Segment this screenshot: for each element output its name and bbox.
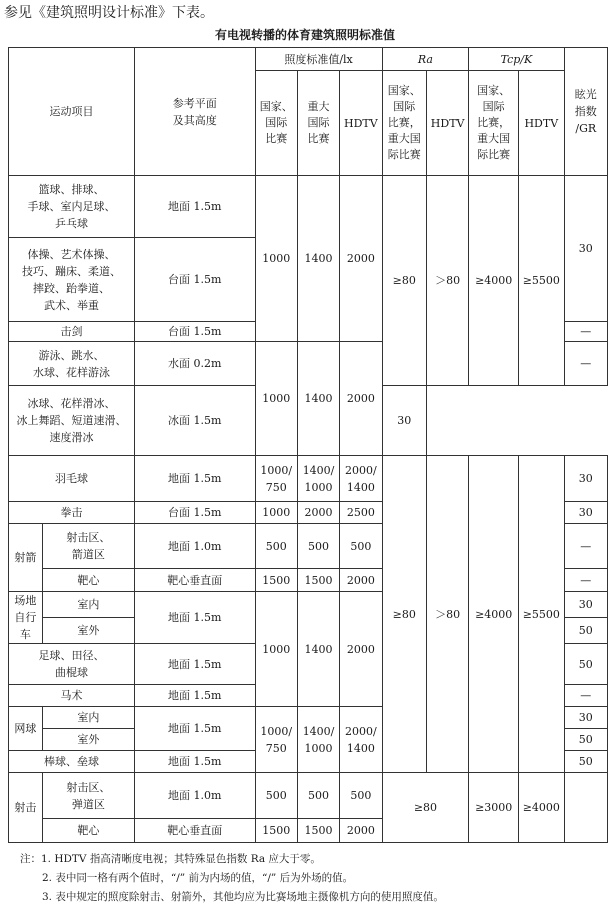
illum-hdtv-cell: 2500	[340, 502, 382, 524]
group-cell: 射击	[9, 773, 43, 843]
illum-intl-cell: 1500	[255, 819, 297, 843]
glare-cell: 50	[564, 618, 607, 644]
header-tcp: Tcp/K	[469, 48, 564, 71]
tcp-hdtv-cell: ≥5500	[519, 176, 565, 386]
illum-intl-cell: 500	[255, 524, 297, 569]
sport-cell: 棒球、垒球	[9, 751, 135, 773]
illum-intl-cell: 1000	[255, 176, 297, 342]
header-glare: 眩光 指数 /GR	[564, 48, 607, 176]
illum-major-cell: 500	[297, 524, 339, 569]
plane-cell: 靶心垂直面	[134, 569, 255, 592]
plane-cell: 地面 1.5m	[134, 592, 255, 644]
illum-major-cell: 500	[297, 773, 339, 819]
plane-cell: 地面 1.5m	[134, 685, 255, 707]
illum-hdtv-cell: 2000	[340, 569, 382, 592]
illum-hdtv-cell: 2000	[340, 592, 382, 707]
sub-cell: 靶心	[42, 569, 134, 592]
glare-cell: 50	[564, 751, 607, 773]
sport-cell: 羽毛球	[9, 456, 135, 502]
glare-cell: —	[564, 342, 607, 386]
illum-intl-cell: 1500	[255, 569, 297, 592]
group-cell: 场地 自行车	[9, 592, 43, 644]
header-ra: Ra	[382, 48, 469, 71]
header-col-major: 重大 国际 比赛	[297, 71, 339, 176]
plane-cell: 台面 1.5m	[134, 322, 255, 342]
illum-major-cell: 2000	[297, 502, 339, 524]
illum-major-cell: 1400/ 1000	[297, 456, 339, 502]
sub-cell: 射击区、 箭道区	[42, 524, 134, 569]
tcp-hdtv-cell: ≥5500	[519, 456, 565, 773]
sub-cell: 室外	[42, 618, 134, 644]
header-col-hdtv: HDTV	[340, 71, 382, 176]
plane-cell: 地面 1.5m	[134, 707, 255, 751]
illum-intl-cell: 500	[255, 773, 297, 819]
illum-hdtv-cell: 2000/ 1400	[340, 456, 382, 502]
ra-intl-cell: ≥80	[382, 176, 426, 386]
illum-major-cell: 1400	[297, 342, 339, 456]
header-col-tcp-intl: 国家、 国际 比赛， 重大国 际比赛	[469, 71, 519, 176]
illum-major-cell: 1400/ 1000	[297, 707, 339, 773]
tcp-hdtv-cell: ≥4000	[519, 773, 565, 843]
header-illuminance: 照度标准值/lx	[255, 48, 382, 71]
group-cell: 射箭	[9, 524, 43, 592]
ra-cell: ≥80	[382, 773, 469, 843]
sport-cell: 马术	[9, 685, 135, 707]
illum-intl-cell: 1000/ 750	[255, 456, 297, 502]
sport-cell: 击剑	[9, 322, 135, 342]
plane-cell: 台面 1.5m	[134, 502, 255, 524]
illum-hdtv-cell: 2000/ 1400	[340, 707, 382, 773]
tcp-intl-cell: ≥3000	[469, 773, 519, 843]
plane-cell: 靶心垂直面	[134, 819, 255, 843]
glare-cell	[564, 773, 607, 843]
plane-cell: 冰面 1.5m	[134, 386, 255, 456]
sport-cell: 拳击	[9, 502, 135, 524]
note-1: 注：1. HDTV 指高清晰度电视；其特殊显色指数 Ra 应大于零。	[20, 853, 321, 865]
illum-hdtv-cell: 2000	[340, 819, 382, 843]
table-title: 有电视转播的体育建筑照明标准值	[214, 28, 395, 42]
lighting-standards-table	[8, 47, 608, 843]
table-row	[9, 176, 608, 238]
illum-major-cell: 1400	[297, 592, 339, 707]
sub-cell: 室内	[42, 592, 134, 618]
glare-cell: 30	[564, 456, 607, 502]
illum-hdtv-cell: 2000	[340, 176, 382, 342]
illum-major-cell: 1500	[297, 819, 339, 843]
sub-cell: 靶心	[42, 819, 134, 843]
header-col-intl: 国家、 国际 比赛	[255, 71, 297, 176]
plane-cell: 地面 1.0m	[134, 524, 255, 569]
table-row	[9, 773, 608, 819]
plane-cell: 台面 1.5m	[134, 238, 255, 322]
plane-cell: 水面 0.2m	[134, 342, 255, 386]
glare-cell: —	[564, 524, 607, 569]
sub-cell: 室内	[42, 707, 134, 729]
ra-hdtv-cell: ＞80	[426, 456, 468, 773]
note-3: 3. 表中规定的照度除射击、射箭外，其他均应为比赛场地主摄像机方向的使用照度值。	[42, 891, 444, 903]
illum-intl-cell: 1000	[255, 342, 297, 456]
plane-cell: 地面 1.5m	[134, 751, 255, 773]
plane-cell: 地面 1.0m	[134, 773, 255, 819]
illum-hdtv-cell: 2000	[340, 342, 382, 456]
tcp-intl-cell: ≥4000	[469, 456, 519, 773]
glare-cell: 30	[564, 592, 607, 618]
glare-cell: —	[564, 322, 607, 342]
table-row	[9, 456, 608, 502]
header-col-ra-hdtv: HDTV	[426, 71, 468, 176]
tcp-intl-cell: ≥4000	[469, 176, 519, 386]
illum-hdtv-cell: 500	[340, 773, 382, 819]
sport-cell: 冰球、花样滑冰、 冰上舞蹈、短道速滑、 速度滑冰	[9, 386, 135, 456]
sport-cell: 足球、田径、 曲棍球	[9, 644, 135, 685]
sport-cell: 游泳、跳水、 水球、花样游泳	[9, 342, 135, 386]
glare-cell: —	[564, 685, 607, 707]
ra-hdtv-cell: ＞80	[426, 176, 468, 386]
illum-intl-cell: 1000	[255, 502, 297, 524]
illum-hdtv-cell: 500	[340, 524, 382, 569]
table-notes	[20, 850, 444, 907]
sport-cell: 体操、艺术体操、 技巧、蹦床、柔道、 摔跤、跆拳道、 武术、举重	[9, 238, 135, 322]
header-col-tcp-hdtv: HDTV	[519, 71, 565, 176]
glare-cell: 30	[564, 176, 607, 322]
glare-cell: 30	[564, 707, 607, 729]
glare-cell: 30	[564, 502, 607, 524]
sub-cell: 室外	[42, 729, 134, 751]
intro-text: 参见《建筑照明设计标准》下表。	[4, 5, 214, 21]
note-2: 2. 表中同一格有两个值时，“/” 前为内场的值，“/” 后为外场的值。	[42, 872, 354, 884]
sport-cell: 篮球、排球、 手球、室内足球、 乒乓球	[9, 176, 135, 238]
glare-cell: 50	[564, 729, 607, 751]
plane-cell: 地面 1.5m	[134, 644, 255, 685]
glare-cell: 50	[564, 644, 607, 685]
illum-intl-cell: 1000/ 750	[255, 707, 297, 773]
header-sport: 运动项目	[9, 48, 135, 176]
sub-cell: 射击区、 弹道区	[42, 773, 134, 819]
group-cell: 网球	[9, 707, 43, 751]
glare-cell: —	[564, 569, 607, 592]
ra-intl-cell: ≥80	[382, 456, 426, 773]
illum-major-cell: 1500	[297, 569, 339, 592]
plane-cell: 地面 1.5m	[134, 176, 255, 238]
header-plane: 参考平面 及其高度	[134, 48, 255, 176]
illum-major-cell: 1400	[297, 176, 339, 342]
header-col-ra-intl: 国家、 国际 比赛， 重大国 际比赛	[382, 71, 426, 176]
glare-cell: 30	[382, 386, 426, 456]
plane-cell: 地面 1.5m	[134, 456, 255, 502]
illum-intl-cell: 1000	[255, 592, 297, 707]
